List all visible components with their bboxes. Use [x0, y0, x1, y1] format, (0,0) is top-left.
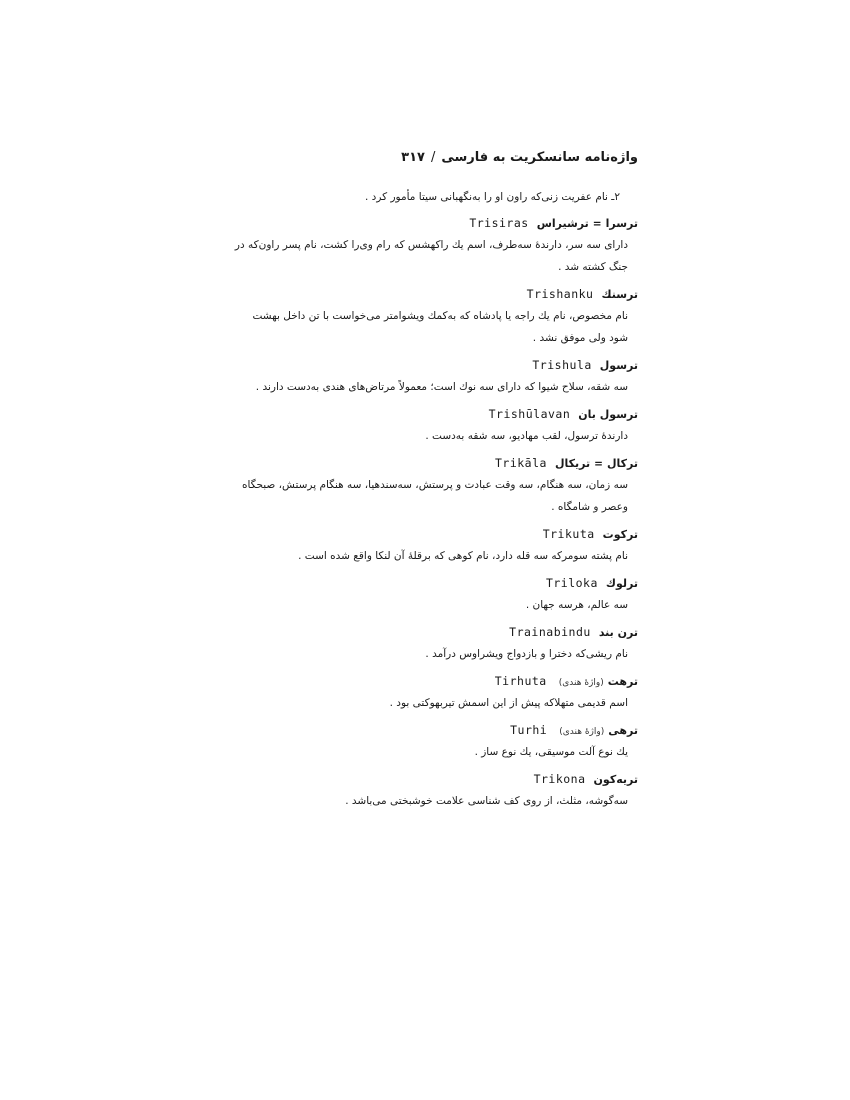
- definition: دارندهٔ ترسول، لقب مهادیو، سه شقه به‌دست .: [425, 430, 628, 442]
- definition: سه شقه، سلاح شیوا که دارای سه نوك است؛ معمولاً مرتاض‌های هندی به‌دست دارند .: [255, 381, 628, 393]
- transliteration: Turhi: [510, 723, 548, 737]
- header-separator: /: [430, 150, 436, 165]
- entry-head: [232, 719, 638, 741]
- transliteration: Tirhuta: [494, 674, 547, 688]
- entry-trishulavan: [232, 403, 638, 447]
- headword: ترسول: [599, 359, 638, 372]
- transliteration: Trishūlavan: [488, 407, 571, 421]
- entry-head: [232, 212, 638, 234]
- entry-turhi: [232, 719, 638, 763]
- entry-head: [232, 572, 638, 594]
- headword: ترن بند: [598, 626, 638, 639]
- transliteration: Trikuta: [542, 527, 595, 541]
- entry-head: [232, 621, 638, 643]
- headword: ترکال: [606, 457, 638, 470]
- definition: نام ریشی‌که دخترا و بازدواج ویشراوس درآمد .: [425, 648, 628, 660]
- entry-head: [232, 354, 638, 376]
- definition: یك نوع آلت موسیقی، یك نوع ساز .: [474, 746, 628, 758]
- definition: سه‌گوشه، مثلث، از روی کف شناسی علامت خوشبختی می‌باشد .: [345, 795, 628, 807]
- entry-trikuta: [232, 523, 638, 567]
- definition: دارای سه سر، دارندهٔ سه‌طرف، اسم یك راکهشس که رام وی‌را کشت، نام پسر راون‌که در جنگ کشته شد .: [234, 239, 628, 273]
- transliteration: Trishula: [532, 358, 592, 372]
- header-title: واژه‌نامه سانسکریت به فارسی: [441, 150, 638, 165]
- headword: ترسنك: [601, 288, 638, 301]
- entry-head: [232, 452, 638, 474]
- entry-trikala: [232, 452, 638, 518]
- transliteration: Trainabindu: [509, 625, 591, 639]
- entry-trisiras: [232, 212, 638, 278]
- page-number: ۳۱۷: [401, 150, 425, 165]
- definition: سه عالم، هرسه جهان .: [525, 599, 628, 611]
- language-note: (واژهٔ هندی): [559, 727, 605, 737]
- transliteration: Trikāla: [494, 456, 547, 470]
- intro-line: ۲ـ نام عفریت زنی‌که راون او را به‌نگهبانی سیتا مأمور کرد .: [364, 191, 620, 203]
- equals-sign: =: [592, 218, 602, 230]
- entry-trainabindu: [232, 621, 638, 665]
- headword: تریه‌کون: [593, 773, 638, 786]
- equals-sign: =: [594, 458, 603, 470]
- dictionary-content: [232, 186, 638, 817]
- entry-head: [232, 523, 638, 545]
- headword: ترهی: [608, 724, 638, 737]
- definition: نام مخصوص، نام یك راجه یا پادشاه که به‌کمك ویشوامتر می‌خواست با تن داخل بهشت شود ولی موفق نشد .: [252, 310, 628, 344]
- language-note: (واژهٔ هندی): [558, 678, 604, 688]
- transliteration: Trisiras: [469, 216, 529, 230]
- entry-head: [232, 670, 638, 692]
- transliteration: Triloka: [545, 576, 598, 590]
- definition: سه زمان، سه هنگام، سه وقت عبادت و پرستش، سه‌سندهیا، سه هنگام پرستش، صبحگاه وعصر و شامگاه .: [241, 479, 628, 513]
- alt-headword: ترشیراس: [536, 217, 589, 230]
- alt-headword: تریکال: [554, 457, 591, 470]
- entry-triloka: [232, 572, 638, 616]
- headword: ترسول بان: [578, 408, 638, 421]
- entry-trishanku: [232, 283, 638, 349]
- entry-head: [232, 768, 638, 790]
- entry-tirhuta: [232, 670, 638, 714]
- headword: ترلوك: [605, 577, 638, 590]
- entry-trikona: [232, 768, 638, 812]
- definition: نام پشته سومرکه سه قله دارد، نام کوهی که برقلهٔ آن لنکا واقع شده است .: [298, 550, 628, 562]
- definition: اسم قدیمی متهلاکه پیش از این اسمش تیربهوکتی بود .: [389, 697, 628, 709]
- headword: ترسرا: [605, 217, 638, 230]
- headword: ترکوت: [602, 528, 638, 541]
- entry-head: [232, 283, 638, 305]
- entry-head: [232, 403, 638, 425]
- headword: ترهت: [607, 675, 638, 688]
- transliteration: Trishanku: [526, 287, 594, 301]
- entry-trishula: [232, 354, 638, 398]
- page-header: [232, 150, 638, 172]
- transliteration: Trikona: [533, 772, 586, 786]
